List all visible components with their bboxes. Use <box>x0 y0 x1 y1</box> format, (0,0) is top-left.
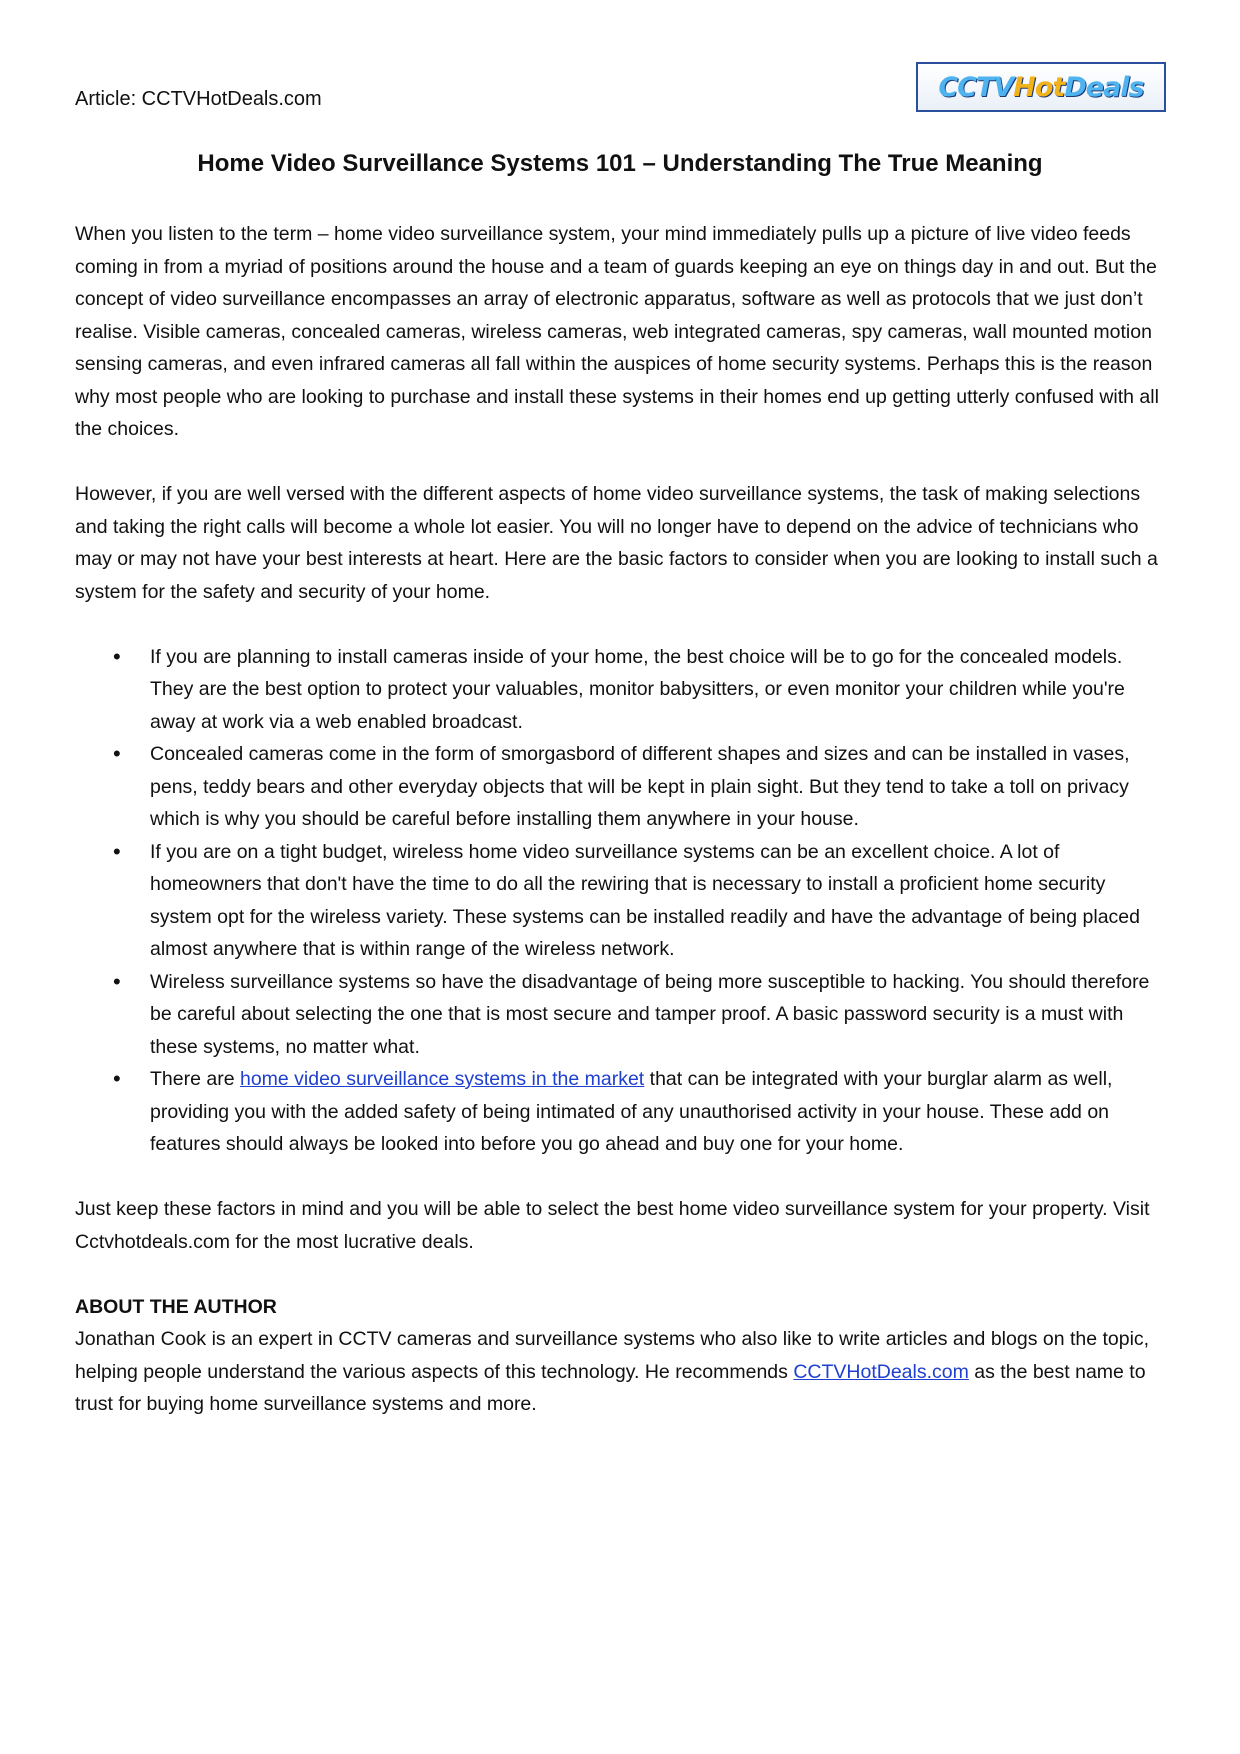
cctvhotdeals-logo: CCTV Hot Deals <box>916 62 1166 112</box>
bullet-icon: • <box>113 838 121 864</box>
cctvhotdeals-link[interactable]: CCTVHotDeals.com <box>793 1360 969 1383</box>
list-item <box>75 738 1170 836</box>
market-systems-link[interactable]: home video surveillance systems in the market <box>239 1068 645 1090</box>
list-item: • There are home video surveillance systems in the market that can be integrated with your burglar alarm as well, providing you with the added safety of being intimated of any unauthorised activity in your house. These add on features should always be looked into before you go ahead and buy one for your home. <box>75 1063 1170 1161</box>
about-author-text: Jonathan Cook is an expert in CCTV cameras and surveillance systems who also like to write articles and blogs on the topic, helping people understand the various aspects of this technology. He recommends CCTVHotDeals.com as the best name to trust for buying home surveillance systems and more. <box>75 1328 1150 1415</box>
about-author-heading: ABOUT THE AUTHOR <box>75 1295 277 1318</box>
bullet-icon: • <box>113 1066 121 1091</box>
bullet-icon: • <box>113 643 121 669</box>
article-title: Home Video Surveillance Systems 101 – Understanding The True Meaning <box>197 150 1043 177</box>
about-author-section <box>75 1291 1170 1421</box>
article-body <box>75 218 1170 1421</box>
list-item-text: Wireless surveillance systems so have the disadvantage of being more susceptible to hacking. You should therefore be careful about selecting the one that is most secure and tamper proof. A basic password security is a must with these systems, no matter what. <box>150 970 1150 1058</box>
list-item <box>75 836 1170 966</box>
list-item <box>75 641 1170 739</box>
list-item-text: If you are on a tight budget, wireless home video surveillance systems can be an excellent choice. A lot of homeowners that don't have the time to do all the rewiring that is necessary to install a proficient home security system opt for the wireless variety. These systems can be installed readily and have the advantage of being placed almost anywhere that is within range of the wireless network. <box>150 840 1140 960</box>
factors-intro-paragraph: However, if you are well versed with the different aspects of home video surveillance systems, the task of making selections and taking the right calls will become a whole lot easier. You will no longer have to depend on the advice of technicians who may or may not have your best interests at heart. Here are the basic factors to consider when you are looking to install such a system for the safety and security of your home. <box>75 483 1158 603</box>
intro-paragraph: When you listen to the term – home video surveillance system, your mind immediately pulls up a picture of live video feeds coming in from a myriad of positions around the house and a team of guards keeping an eye on things day in and out. But the concept of video surveillance encompasses an array of electronic apparatus, software as well as protocols that we just don’t realise. Visible cameras, concealed cameras, wireless cameras, web integrated cameras, spy cameras, wall mounted motion sensing cameras, and even infrared cameras all fall within the auspices of home security systems. Perhaps this is the reason why most people who are looking to purchase and install these systems in their homes end up getting utterly confused with all the choices. <box>75 223 1159 440</box>
list-item-text: Concealed cameras come in the form of smorgasbord of different shapes and sizes and can be installed in vases, pens, teddy bears and other everyday objects that will be kept in plain sight. But they tend to take a toll on privacy which is why you should be careful before installing them anywhere in your house. <box>150 743 1130 830</box>
list-item <box>75 966 1170 1064</box>
factors-list <box>75 641 1170 1161</box>
bullet-icon: • <box>113 741 121 766</box>
list-item-text: If you are planning to install cameras inside of your home, the best choice will be to go for the concealed models. They are the best option to protect your valuables, monitor babysitters, or even monitor your children while you're away at work via a web enabled broadcast. <box>150 645 1125 733</box>
conclusion-paragraph: Just keep these factors in mind and you will be able to select the best home video surveillance system for your property. Visit Cctvhotdeals.com for the most lucrative deals. <box>75 1198 1150 1253</box>
article-source: Article: CCTVHotDeals.com <box>75 88 322 110</box>
bullet-icon: • <box>113 968 121 994</box>
